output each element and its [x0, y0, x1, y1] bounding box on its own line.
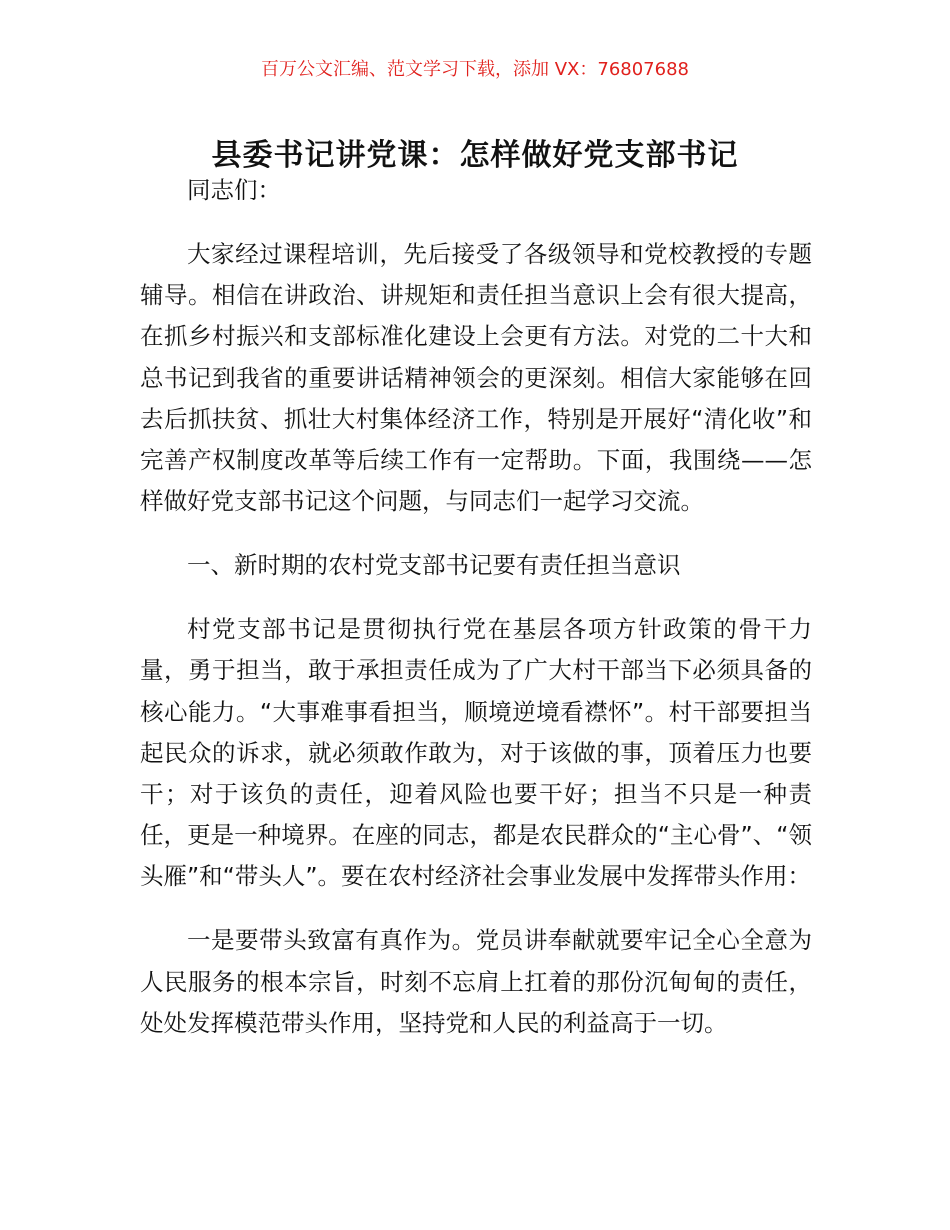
header-banner: 百万公文汇编、范文学习下载，添加 VX：76807688 — [261, 59, 689, 80]
paragraph-point-1: 一是要带头致富有真作为。党员讲奉献就要牢记全心全意为人民服务的根本宗旨，时刻不忘肩上扛着的那份沉甸甸的责任，处处发挥模范带头作用，坚持党和人民的利益高于一切。 — [140, 926, 812, 1037]
paragraph-responsibility: 村党支部书记是贯彻执行党在基层各项方针政策的骨干力量，勇于担当，敢于承担责任成为了广大村干部当下必须具备的核心能力。“大事难事看担当，顺境逆境看襟怀”。村干部要担当起民众的诉求，就必须敢作敢为，对于该做的事，顶着压力也要干；对于该负的责任，迎着风险也要干好；担当不只是一种责任，更是一种境界。在座的同志，都是农民群众的“主心骨”、“领头雁”和“带头人”。要在农村经济社会事业发展中发挥带头作用： — [140, 615, 812, 891]
document-body — [140, 170, 812, 1067]
paragraph-intro: 大家经过课程培训，先后接受了各级领导和党校教授的专题辅导。相信在讲政治、讲规矩和责任担当意识上会有很大提高，在抓乡村振兴和支部标准化建设上会更有方法。对党的二十大和总书记到我省的重要讲话精神领会的更深刻。相信大家能够在回去后抓扶贫、抓壮大村集体经济工作，特别是开展好“清化收”和完善产权制度改革等后续工作有一定帮助。下面，我围绕——怎样做好党支部书记这个问题，与同志们一起学习交流。 — [140, 240, 812, 516]
document-title: 县委书记讲党课：怎样做好党支部书记 — [211, 138, 739, 174]
salutation: 同志们： — [187, 176, 281, 204]
section-heading-1: 一、新时期的农村党支部书记要有责任担当意识 — [187, 551, 681, 580]
